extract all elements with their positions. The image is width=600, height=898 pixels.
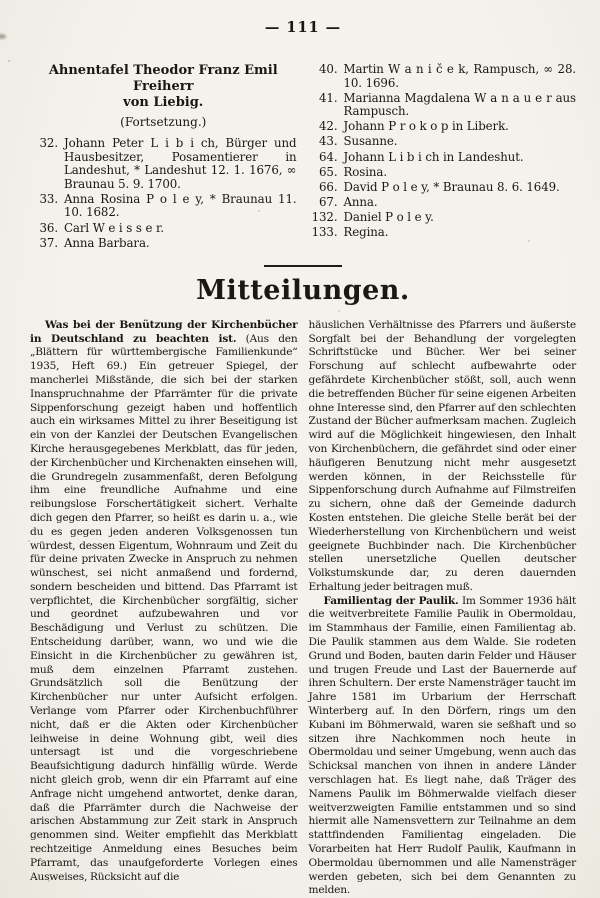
- entry-text: Marianna Magdalena W a n a u e r aus Rampusch.: [343, 90, 576, 119]
- entry-text: Johann Peter L i b i ch, Bürger und Hausbesitzer, Posamentierer in Landeshut, * Landeshut 12. 1. 1676, ∞ Braunau 5. 9. 1700.: [64, 136, 297, 191]
- entry-text: Johann L i b i ch in Landeshut.: [343, 149, 524, 164]
- entry-number: 41.: [319, 90, 338, 105]
- entry-number: 133.: [311, 225, 338, 240]
- entry-text: Carl W e i s s e r.: [64, 220, 164, 235]
- article-kirchenbuecher-continuation: [309, 319, 577, 595]
- ahnentafel-entry: [310, 120, 577, 134]
- article-kirchenbuecher-left: [30, 319, 298, 885]
- article-lead: Was bei der Benützung der Kirchenbücher in Deutschland zu beachten ist.: [30, 318, 298, 345]
- ahnentafel-entry: [310, 181, 577, 195]
- entry-number: 65.: [319, 164, 338, 179]
- article-text: Im Sommer 1936 hält die weitverbreitete Familie Paulik in Obermoldau, im Stammhaus der Familie, einen Familientag ab. Die Paulik stammen aus dem Walde. Sie rodeten Grund und Boden, bauten darin Felder und Häuser und trugen Freude und Last der Bauernerde auf ihren Schultern. Der erste Namensträger taucht im Jahre 1581 im Urbarium der Herrschaft Winterberg auf. In den Dörfern, rings um den Kubani im Böhmerwald, waren sie seßhaft und so sitzen ihre Nachkommen noch heute in Obermoldau und seiner Umgebung, wenn auch das Schicksal manchen von ihnen in andere Länder verschlagen hat. Es liegt nahe, daß Träger des Namens Paulik im Böhmerwalde vielfach dieser weitverzweigten Familie entstammen und so sind hiermit alle Namensvettern zur Teilnahme an dem stattfindenden Familientag eingeladen. Die Vorarbeiten hat Herr Rudolf Paulik, Kaufmann in Obermoldau übernommen und alle Namensträger werden gebeten, sich bei dem Genannten zu melden.: [308, 594, 576, 897]
- entry-number: 66.: [319, 179, 338, 194]
- ahnentafel-subtitle: (Fortsetzung.): [120, 115, 207, 129]
- entry-number: 43.: [319, 134, 338, 149]
- ahnentafel-right-column: [310, 63, 577, 252]
- ahnentafel-title-line1: Ahnentafel Theodor Franz Emil Freiherr: [48, 63, 278, 94]
- page-number: — 111 —: [264, 19, 342, 36]
- entry-number: 132.: [311, 209, 338, 224]
- entry-number: 37.: [39, 235, 58, 250]
- entry-number: 33.: [39, 191, 58, 206]
- ahnentafel-title: [30, 63, 297, 111]
- section-divider: [264, 265, 342, 267]
- body-right-column: [309, 319, 577, 898]
- article-text: häuslichen Verhältnisse des Pfarrers und äußerste Sorgfalt bei der Behandlung der vorgelegten Schriftstücke und Bücher. Wer bei seiner Forschung auf schlecht aufbewahrte oder gefährdete Kirchenbücher stößt, soll, auch wenn die betreffenden Bücher für seine eigenen Arbeiten ohne Interesse sind, den Pfarrer auf den schlechten Zustand der Bücher aufmerksam machen. Zugleich wird auf die Möglichkeit hingewiesen, den Inhalt von Kirchenbüchern, die gefährdet sind oder einer häufigeren Benutzung nicht mehr ausgesetzt werden können, in der Reichsstelle für Sippenforschung durch Aufnahme auf Filmstreifen zu sichern, ohne daß der Gemeinde dadurch Kosten entstehen. Die gleiche Stelle berät bei der Wiederherstellung von Kirchenbüchern und weist geeignete Buchbinder nach. Die Kirchenbücher stellen unersetzliche Quellen deutscher Volkstumskunde dar, zu deren dauernden Erhaltung jeder beitragen muß.: [308, 318, 576, 593]
- ahnentafel-entry: [310, 135, 577, 149]
- ahnentafel-entry: [310, 63, 577, 90]
- entry-text: Daniel P o l e y.: [343, 209, 434, 224]
- entry-number: 42.: [319, 119, 338, 134]
- ahnentafel-entry: [310, 151, 577, 165]
- ahnentafel-entry: [310, 92, 577, 119]
- entry-text: Johann P r o k o p in Liberk.: [343, 119, 509, 134]
- ahnentafel-entry: [310, 166, 577, 180]
- entry-number: 64.: [319, 149, 338, 164]
- ahnentafel-entry: [310, 211, 577, 225]
- ahnentafel-entry: [310, 226, 577, 240]
- entry-text: Susanne.: [343, 134, 398, 149]
- entry-text: Regina.: [343, 225, 389, 240]
- ahnentafel-entry: [30, 137, 297, 191]
- ahnentafel-entry: [30, 193, 297, 220]
- mitteilungen-heading: Mitteilungen.: [196, 274, 410, 306]
- body-left-column: [30, 319, 298, 898]
- ahnentafel-left-column: [30, 63, 297, 252]
- ahnentafel-entry: [30, 222, 297, 236]
- entry-number: 67.: [319, 194, 338, 209]
- ahnentafel-title-line2: von Liebig.: [123, 95, 204, 110]
- entry-number: 40.: [319, 62, 338, 76]
- ahnentafel-section: [30, 63, 576, 252]
- entry-number: 36.: [39, 220, 58, 235]
- entry-number: 32.: [39, 136, 58, 150]
- scan-smudge: [0, 34, 6, 39]
- ahnentafel-entry: [30, 237, 297, 251]
- entry-text: Anna.: [343, 194, 378, 209]
- entry-text: David P o l e y, * Braunau 8. 6. 1649.: [343, 179, 560, 194]
- article-text: (Aus den „Blättern für württembergische Familienkunde“ 1935, Heft 69.) Ein getreuer Spiegel, der mancherlei Mißstände, die sich bei der starken Inanspruchnahme der Pfarrämter für die private Sippenforschung gezeigt haben und hoffentlich auch ein wirksames Mittel zu ihrer Beseitigung ist ein von der Kanzlei der Deutschen Evangelischen Kirche herausgegebenes Merkblatt, das für jeden, der Kirchenbücher und Kirchenakten einsehen will, die Grundregeln zusammenfaßt, deren Befolgung ihm eine freundliche Aufnahme und eine reibungslose Forschertätigkeit sichert. Verhalte dich gegen den Pfarrer, so heißt es darin u. a., wie du es gegen jeden anderen Volksgenossen tun würdest, dessen Eigentum, Wohnraum und Zeit du für deine privaten Zwecke in Anspruch zu nehmen wünschest, sei nicht anmaßend und fordernd, sondern bescheiden und bittend. Das Pfarramt ist verpflichtet, die Kirchenbücher sorgfältig, sicher und geordnet aufzubewahren und vor Beschädigung und Verlust zu schützen. Die Entscheidung darüber, wann, wo und wie die Einsicht in die Kirchenbücher zu gewähren ist, muß dem einzelnen Pfarramt zustehen. Grundsätzlich soll die Benützung der Kirchenbücher nur unter Aufsicht erfolgen. Verlange vom Pfarrer oder Kirchenbuchführer nicht, daß er die Akten oder Kirchenbücher leihweise in deine Wohnung gibt, weil dies untersagt ist und die vorgeschriebene Beaufsichtigung dadurch hinfällig würde. Werde nicht gleich grob, wenn dir ein Pfarramt auf eine Anfrage nicht umgehend antwortet, denke daran, daß die Pfarrämter durch die Nachweise der arischen Abstammung zur Zeit stark in Anspruch genommen sind. Weiter empfiehlt das Merkblatt rechtzeitige Anmeldung eines Besuches beim Pfarramt, das unaufgeforderte Vorlegen eines Ausweises, Rücksicht auf die: [30, 332, 298, 883]
- article-lead: Familientag der Paulik.: [323, 594, 459, 607]
- mitteilungen-body: [30, 319, 576, 898]
- entry-text: Martin W a n i č e k, Rampusch, ∞ 28. 10. 1696.: [343, 62, 576, 90]
- entry-text: Rosina.: [343, 164, 387, 179]
- entry-text: Anna Barbara.: [64, 235, 150, 250]
- entry-text: Anna Rosina P o l e y, * Braunau 11. 10. 1682.: [64, 191, 297, 220]
- article-familientag: [309, 595, 577, 898]
- ahnentafel-entry: [310, 196, 577, 210]
